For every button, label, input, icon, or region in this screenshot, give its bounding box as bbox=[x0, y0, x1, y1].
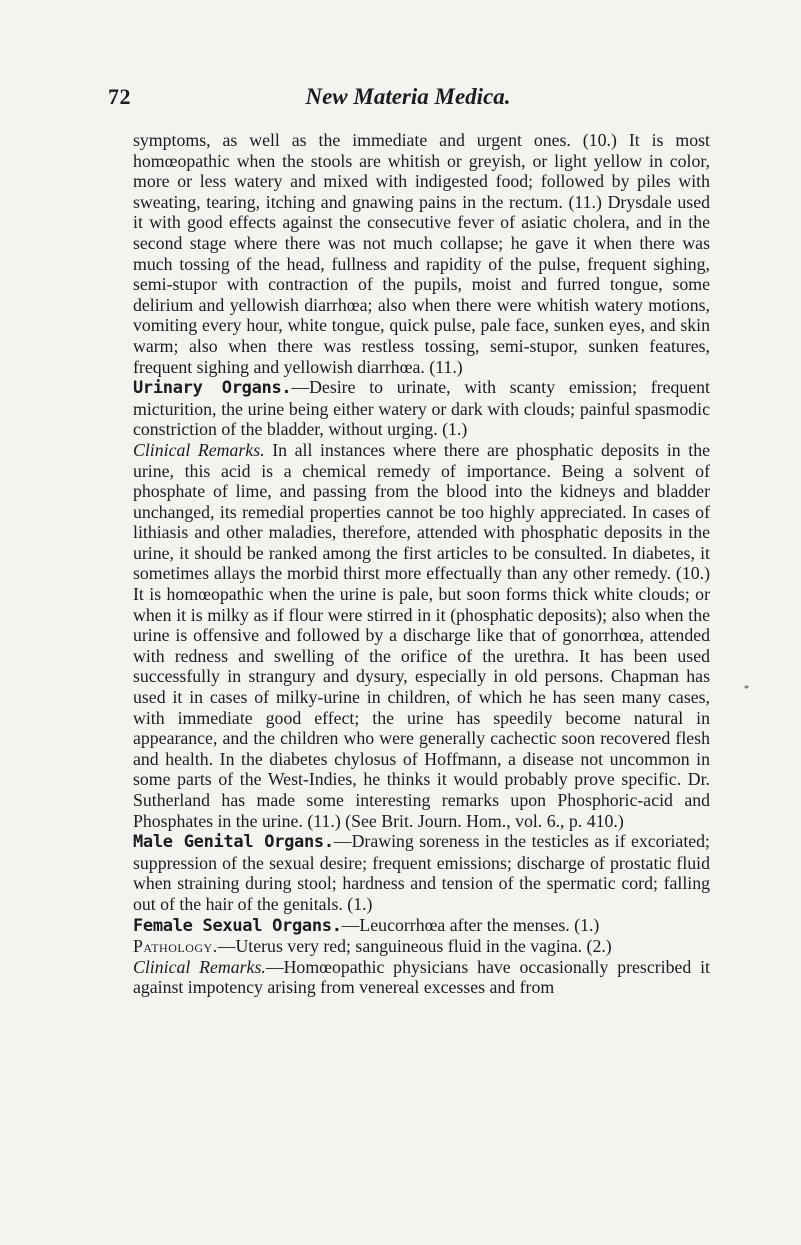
paragraph-pathology bbox=[133, 936, 710, 957]
clinical-remarks-urinary-text: In all instances where there are phosphatic deposits in the urine, this acid is a chemical remedy of importance. Being a solvent of phosphate of lime, and passing from the blood into the kidneys and bladder unchanged, its remedial properties cannot be too highly appreciated. In cases of lithiasis and other maladies, therefore, attended with phosphatic deposits in the urine, it should be ranked among the first articles to be consulted. In diabetes, it sometimes allays the morbid thirst more effectually than any other remedy. (10.) It is homœopathic when the urine is pale, but soon forms thick white clouds; or when it is milky as if flour were stirred in it (phosphatic deposits); also when the urine is offensive and followed by a discharge like that of gonorrhœa, attended with redness and swelling of the orifice of the urethra. It has been used successfully in strangury and dysury, especially in old persons. Chapman has used it in cases of milky-urine in children, of which he has seen many cases, with immediate good effect; the urine has speedily become natural in appearance, and the children who were generally cachectic soon recovered flesh and health. In the diabetes chylosus of Hoffmann, a disease not uncommon in some parts of the West-Indies, he thinks it would probably prove specific. Dr. Sutherland has made some interesting remarks upon Phosphoric-acid and Phosphates in the urine. (11.) (See Brit. Journ. Hom., vol. 6., p. 410.) bbox=[133, 439, 710, 831]
running-head bbox=[108, 84, 708, 114]
paragraph-clinical-remarks-female bbox=[133, 957, 710, 998]
running-title: New Materia Medica. bbox=[305, 84, 511, 109]
male-genital-organs-heading: Male Genital Organs. bbox=[133, 832, 334, 853]
urinary-organs-heading: Urinary Organs. bbox=[133, 378, 292, 399]
paragraph-female-sexual-organs bbox=[133, 915, 710, 937]
paragraph-clinical-remarks-urinary bbox=[133, 440, 710, 831]
pathology-text: —Uterus very red; sanguineous fluid in the vagina. (2.) bbox=[217, 936, 612, 957]
clinical-remarks-female-text: —Homœopathic physicians have occasionally prescribed it against impotency arising from venereal excesses and from bbox=[133, 956, 711, 998]
urinary-organs-text: —Desire to urinate, with scanty emission; frequent micturition, the urine being either watery or dark with clouds; painful spasmodic constriction of the bladder, without urging. (1.) bbox=[133, 377, 710, 440]
page-number: 72 bbox=[108, 84, 131, 109]
paragraph-male-genital-organs bbox=[133, 831, 710, 914]
female-sexual-organs-heading: Female Sexual Organs. bbox=[133, 915, 342, 936]
pathology-label: Pathology. bbox=[133, 936, 218, 957]
paragraph-urinary-organs bbox=[133, 377, 710, 440]
paragraph-symptoms-text: symptoms, as well as the immediate and urgent ones. (10.) It is most homœopathic when the stools are whitish or greyish, or light yellow in color, more or less watery and mixed with indigested food; followed by piles with sweating, tearing, itching and gnawing pains in the rectum. (11.) Drysdale used it with good effects against the consecutive fever of asiatic cholera, and in the second stage where there was not much collapse; he gave it when there was much tossing of the head, fullness and rapidity of the pulse, frequent sighing, semi-stupor with contraction of the pupils, moist and furred tongue, some delirium and yellowish diarrhœa; also when there were whitish watery motions, vomiting every hour, white tongue, quick pulse, pale face, sunken eyes, and skin warm; also when there was restless tossing, semi-stupor, sunken features, frequent sighing and yellowish diarrhœa. (11.) bbox=[133, 130, 710, 377]
paragraph-symptoms bbox=[133, 130, 710, 377]
body-text bbox=[133, 130, 710, 998]
clinical-remarks-label: Clinical Remarks. bbox=[133, 439, 265, 460]
female-sexual-organs-text: —Leucorrhœa after the menses. (1.) bbox=[341, 914, 600, 935]
clinical-remarks-label-2: Clinical Remarks. bbox=[133, 956, 266, 977]
margin-mark: * bbox=[744, 684, 749, 695]
male-genital-organs-text: —Drawing soreness in the testicles as if excoriated; suppression of the sexual desire; frequent emissions; discharge of prostatic fluid when straining during stool; hardness and tension of the spermatic cord; falling out of the hair of the genitals. (1.) bbox=[133, 831, 710, 914]
